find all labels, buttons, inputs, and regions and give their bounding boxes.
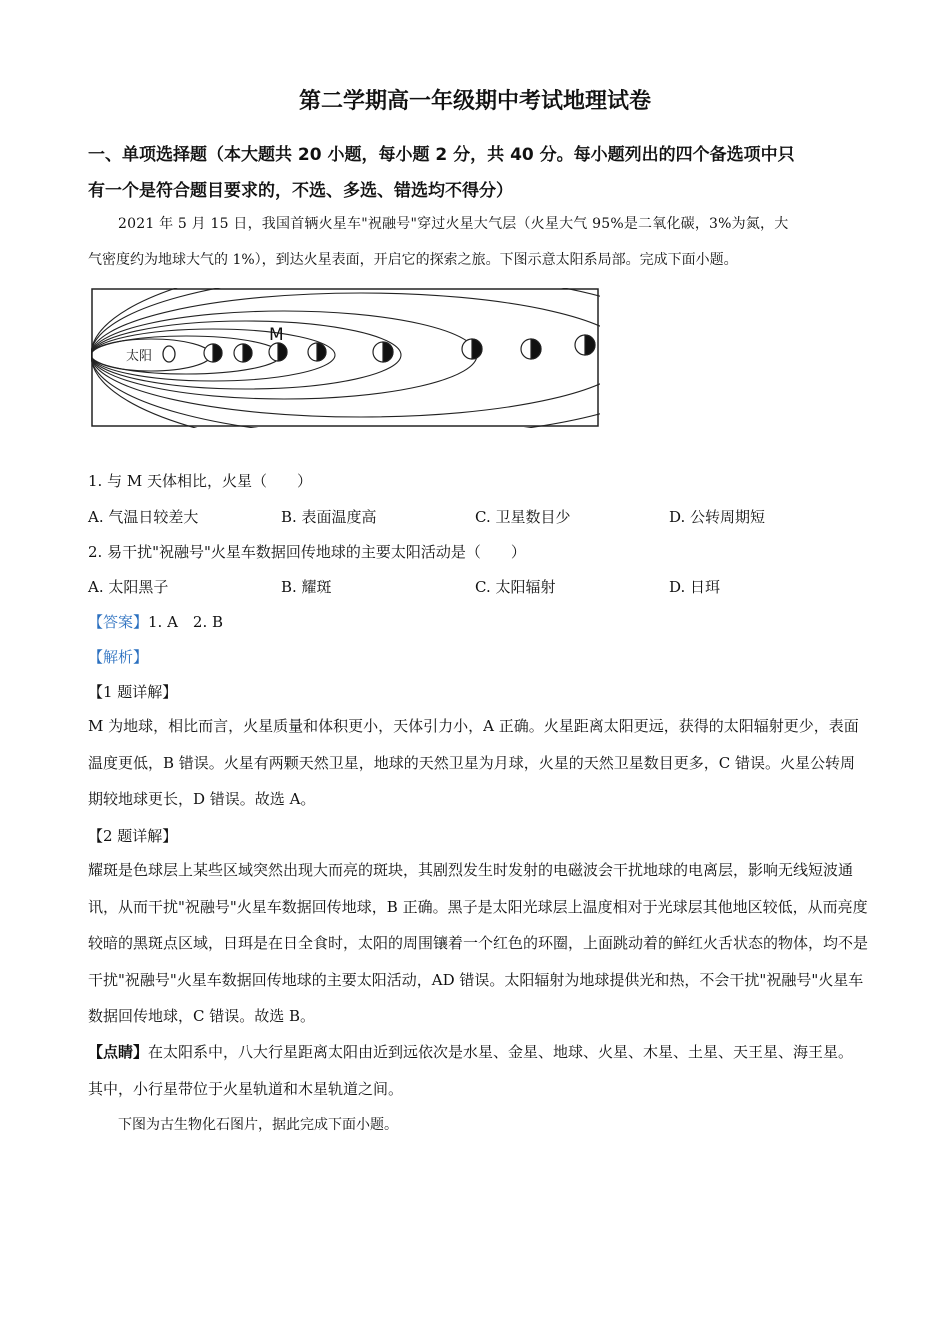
intro-2-paragraph: 下图为古生物化石图片，据此完成下面小题。 (118, 1117, 398, 1133)
q1-option-c: C. 卫星数目少 (475, 508, 571, 526)
tip-paragraph (88, 1034, 868, 1107)
intro-paragraph-line1: 2021 年 5 月 15 日，我国首辆火星车"祝融号"穿过火星大气层（火星大气 95%是二氧化碳，3%为氮，大 (118, 216, 789, 232)
q1-option-b: B. 表面温度高 (281, 508, 377, 526)
answer-line (88, 611, 223, 632)
q2-option-a: A. 太阳黑子 (88, 578, 169, 596)
intro-paragraph-line2: 气密度约为地球大气的 1%），到达火星表面，开启它的探索之旅。下图示意太阳系局部。完成下面小题。 (88, 252, 738, 268)
planet-uranus-icon (521, 339, 541, 359)
planet-mercury-icon (204, 344, 222, 362)
q2-option-d: D. 日珥 (669, 578, 721, 596)
planet-jupiter-icon (373, 342, 393, 362)
detail-2-label: 【2 题详解】 (88, 827, 178, 845)
question-1-stem: 1. 与 M 天体相比，火星（ ） (88, 472, 312, 490)
analysis-label: 【解析】 (88, 648, 149, 666)
question-2-stem: 2. 易干扰"祝融号"火星车数据回传地球的主要太阳活动是（ ） (88, 543, 526, 561)
detail-2-text: 耀斑是色球层上某些区域突然出现大而亮的斑块，其剧烈发生时发射的电磁波会干扰地球的电离层，影响无线短波通讯，从而干扰"祝融号"火星车数据回传地球，B 正确。黑子是太阳光球层上温度相对于光球层其他地区较低，从而亮度较暗的黑斑点区域，日珥是在日全食时，太阳的周围镶着一个红色的环圈，上面跳动着的鲜红火舌状态的物体，均不是干扰"祝融号"火星车数据回传地球的主要太阳活动，AD 错误。太阳辐射为地球提供光和热，不会干扰"祝融号"火星车数据回传地球，C 错误。故选 B。 (88, 861, 869, 1025)
section-heading-line1: 一、单项选择题（本大题共 20 小题，每小题 2 分，共 40 分。每小题列出的四个备选项中只 (88, 145, 795, 165)
q1-option-d: D. 公转周期短 (669, 508, 766, 526)
answer-label: 【答案】 (88, 613, 149, 631)
solar-system-diagram (91, 288, 600, 428)
planet-saturn-icon (462, 339, 482, 359)
m-label: M (269, 325, 284, 345)
sun-icon (163, 346, 175, 362)
detail-1-label: 【1 题详解】 (88, 683, 178, 701)
tip-text: 在太阳系中，八大行星距离太阳由近到远依次是水星、金星、地球、火星、木星、土星、天王星、海王星。其中，小行星带位于火星轨道和木星轨道之间。 (88, 1043, 854, 1098)
section-heading-line2: 有一个是符合题目要求的，不选、多选、错选均不得分） (88, 181, 513, 201)
q1-option-a: A. 气温日较差大 (88, 508, 199, 526)
q2-option-c: C. 太阳辐射 (475, 578, 556, 596)
planet-mars-icon (308, 343, 326, 361)
q2-option-b: B. 耀斑 (281, 578, 332, 596)
page-title: 第二学期高一年级期中考试地理试卷 (298, 89, 651, 114)
planet-earth-m-icon (269, 343, 287, 361)
tip-label: 【点睛】 (88, 1043, 149, 1061)
detail-1-text: M 为地球，相比而言，火星质量和体积更小，天体引力小，A 正确。火星距离太阳更远，获得的太阳辐射更少，表面温度更低，B 错误。火星有两颗天然卫星，地球的天然卫星为月球，火星的天然卫星数目更多，C 错误。火星公转周期较地球更长，D 错误。故选 A。 (88, 717, 859, 808)
sun-label: 太阳 (126, 349, 153, 364)
answer-text: 1. A 2. B (148, 613, 224, 631)
planet-venus-icon (234, 344, 252, 362)
planet-neptune-icon (575, 335, 595, 355)
